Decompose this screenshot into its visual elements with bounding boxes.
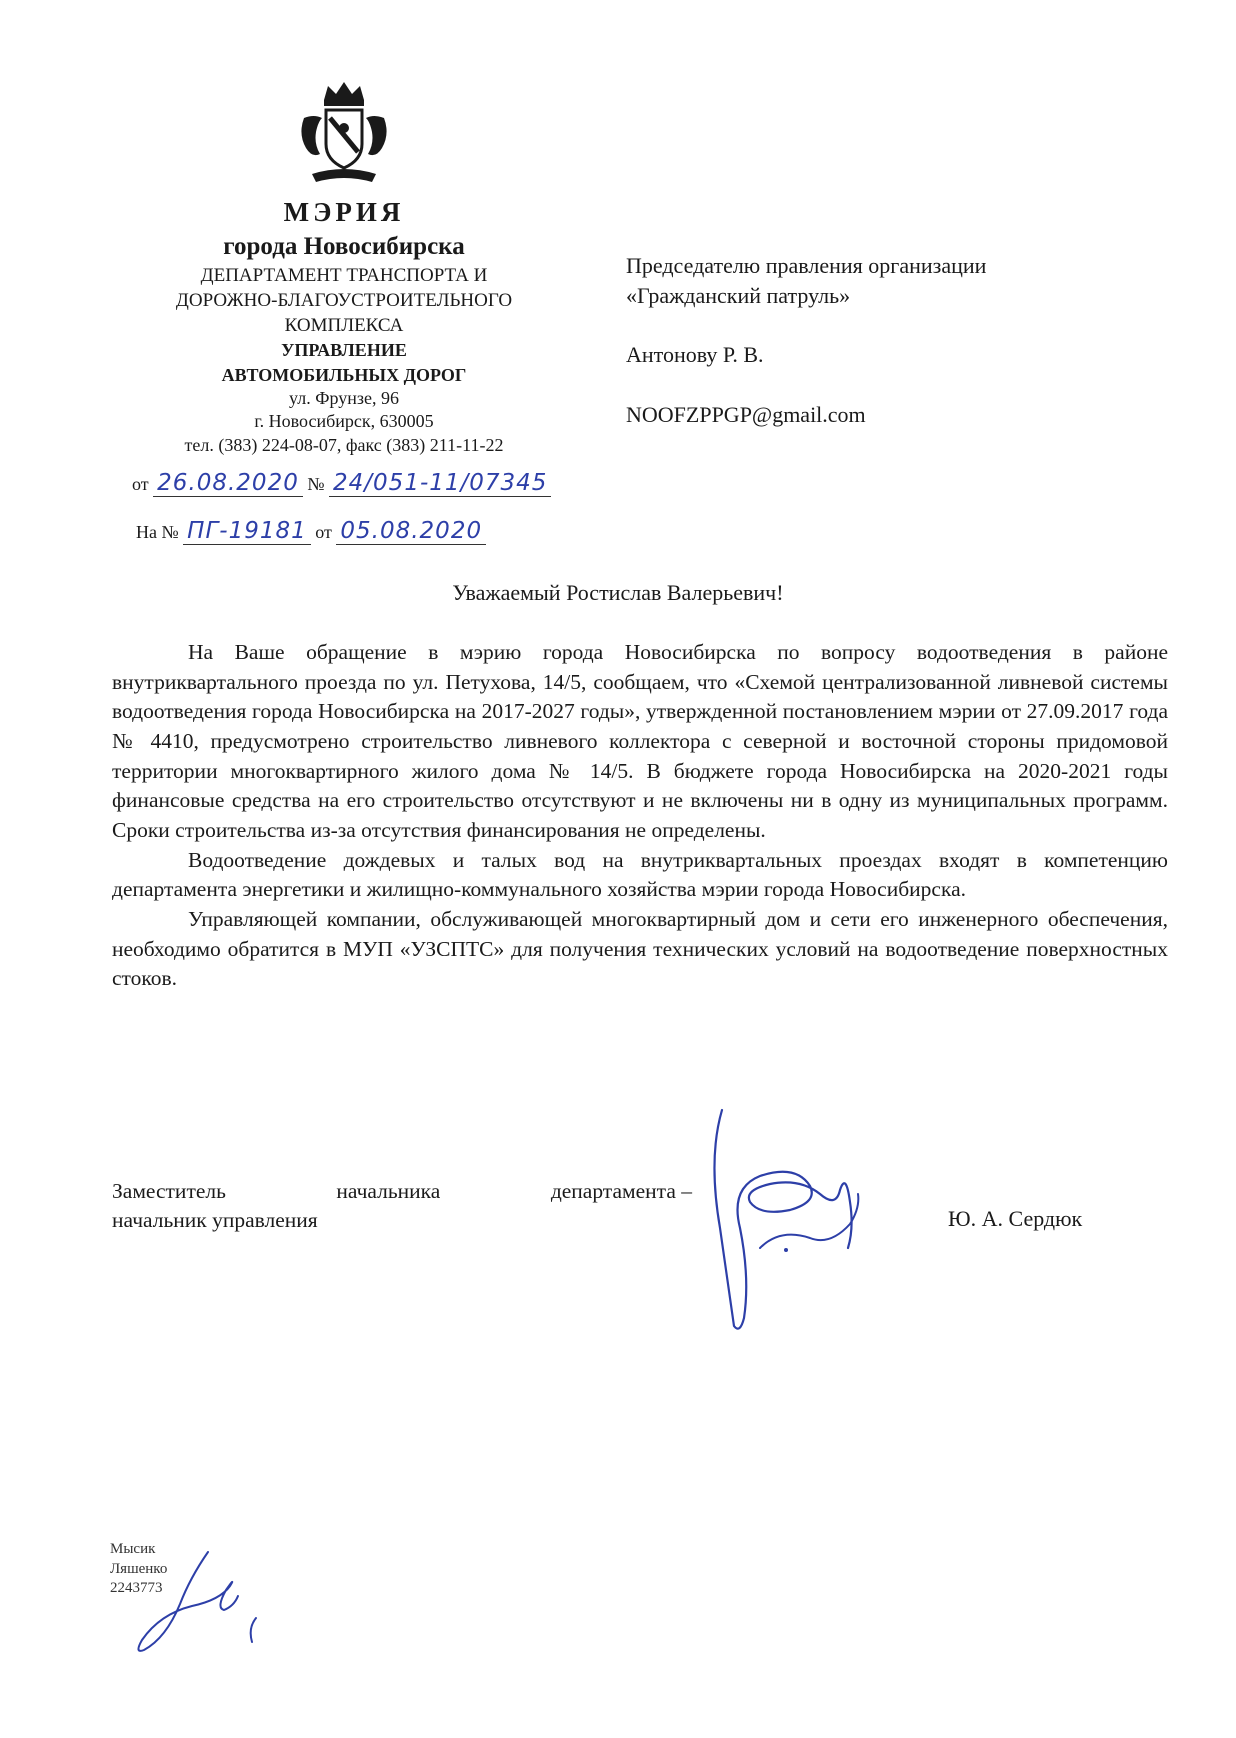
administration-line-1: УПРАВЛЕНИЕ <box>281 340 407 361</box>
city-name: города Новосибирска <box>223 233 465 261</box>
phone-fax: тел. (383) 224-08-07, факс (383) 211-11-22 <box>184 434 504 455</box>
letterhead <box>112 78 576 456</box>
handwritten-initials <box>120 1548 280 1658</box>
city-postcode: г. Новосибирск, 630005 <box>254 411 434 432</box>
body-paragraph-1: На Ваше обращение в мэрию города Новосибирска по вопросу водоотведения в районе внутриквартального проезда по ул. Петухова, 14/5, сообщаем, что «Схемой централизованной ливневой системы водоотведения города Новосибирска на 2017-2027 годы», утвержденной постановлением мэрии от 27.09.2017 года № 4410, предусмотрено строительство ливневого коллектора с северной и восточной стороны придомовой территории многоквартирного жилого дома № 14/5. В бюджете города Новосибирска на 2020-2021 годы финансовые средства на его строительство отсутствуют и не включены ни в одну из муниципальных программ. Сроки строительства из-за отсутствия финансирования не определены. <box>112 640 1168 842</box>
reply-date: 05.08.2020 <box>336 518 486 545</box>
signatory-name: Ю. А. Сердюк <box>948 1206 1083 1231</box>
outgoing-number: 24/051-11/07345 <box>329 470 551 497</box>
department-line-2: ДОРОЖНО-БЛАГОУСТРОИТЕЛЬНОГО <box>175 290 513 312</box>
executor-phone: 2243773 <box>110 1580 163 1596</box>
signatory-title-line-2: начальник управления <box>112 1208 318 1233</box>
number-label: № <box>307 474 325 494</box>
body-paragraph-3: Управляющей компании, обслуживающей многоквартирный дом и сети его инженерного обеспечения, необходимо обратится в МУП «УЗСПТС» для получения технических условий на водоотведение поверхностных стоков. <box>112 906 1168 991</box>
signatory-title-word-3: департамента – <box>550 1179 692 1203</box>
executor-line-1: Мысик <box>110 1541 156 1557</box>
addressee-position: Председателю правления организации <box>626 253 987 278</box>
handwritten-signature <box>700 1098 880 1338</box>
reply-to-number: ПГ-19181 <box>183 518 311 545</box>
signatory-title-word-1: Заместитель <box>112 1179 226 1203</box>
outgoing-date: 26.08.2020 <box>153 470 303 497</box>
addressee-email: NOOFZPPGP@gmail.com <box>626 402 866 428</box>
date-label: от <box>132 474 149 494</box>
administration-line-2: АВТОМОБИЛЬНЫХ ДОРОГ <box>221 364 467 385</box>
reply-to-registration <box>136 518 486 545</box>
city-coat-of-arms-icon <box>294 78 394 190</box>
signatory-title-word-2: начальника <box>336 1179 441 1203</box>
executor-line-2: Ляшенко <box>110 1560 168 1577</box>
body-paragraph-2: Водоотведение дождевых и талых вод на внутриквартальных проездах входят в компетенцию департамента энергетики и жилищно-коммунального хозяйства мэрии города Новосибирска. <box>112 847 1168 902</box>
reply-date-label: от <box>315 522 332 542</box>
department-line-1: ДЕПАРТАМЕНТ ТРАНСПОРТА И <box>200 265 488 287</box>
outgoing-registration <box>132 470 551 497</box>
addressee-organization: «Гражданский патруль» <box>626 282 851 308</box>
city-hall-title: МЭРИЯ <box>283 197 405 227</box>
addressee-name: Антонову Р. В. <box>626 342 764 368</box>
addressee-block <box>626 251 1146 430</box>
street-address: ул. Фрунзе, 96 <box>289 388 399 409</box>
reply-to-label: На № <box>136 522 179 542</box>
salutation: Уважаемый Ростислав Валерьевич! <box>452 580 784 605</box>
signatory-title <box>112 1177 692 1235</box>
letter-body <box>112 638 1168 994</box>
department-line-3: КОМПЛЕКСА <box>284 314 404 336</box>
